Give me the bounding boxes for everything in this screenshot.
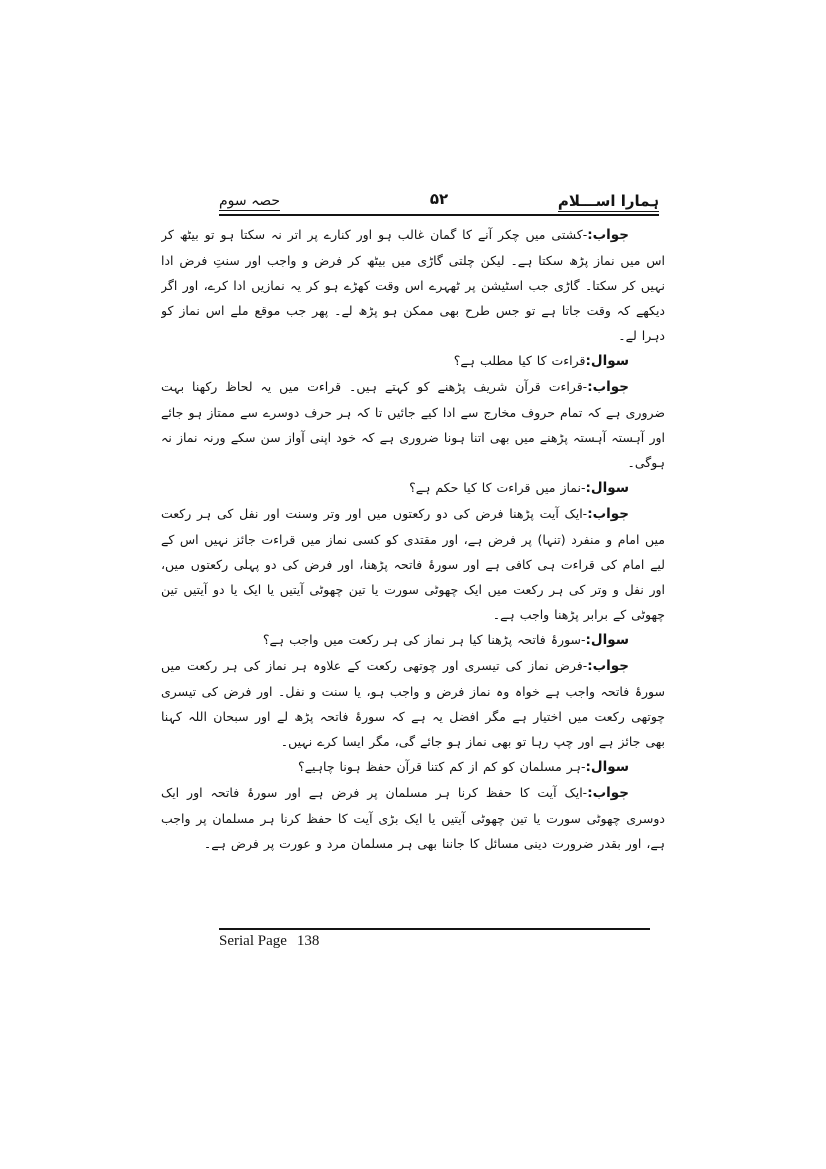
answer-paragraph <box>161 222 665 348</box>
page-footer <box>219 928 650 950</box>
question-paragraph <box>161 754 665 780</box>
question-lead: سوال: <box>585 353 629 369</box>
book-title: ہمارا اســـلام <box>557 192 659 210</box>
question-text: قراءت کا کیا مطلب ہے؟ <box>453 353 586 368</box>
serial-page-number: 138 <box>296 933 320 949</box>
answer-paragraph <box>161 374 665 475</box>
answer-text: -ایک آیت کا حفظ کرنا ہر مسلمان پر فرض ہے اور سورۂ فاتحہ اور ایک دوسری چھوٹی سورت یا تین چھوٹی آیتیں یا ایک بڑی آیت کا حفظ کرنا ہر مسلمان پر واجب ہے، اور بقدر ضرورت دینی مسائل کا جاننا بھی ہر مسلمان مرد و عورت پر فرض ہے۔ <box>161 785 665 851</box>
question-lead: سوال: <box>585 480 629 496</box>
serial-page-label: Serial Page <box>219 933 287 949</box>
answer-lead: جواب: <box>587 785 629 801</box>
answer-text: -قراءت قرآن شریف پڑھنے کو کہتے ہیں۔ قراءت میں یہ لحاظ رکھنا بہت ضروری ہے کہ تمام حروف مخارج سے ادا کیے جائیں تا کہ ہر حرف دوسرے سے ممتاز ہو جائے اور آہستہ آہستہ پڑھنے میں بھی اتنا ہونا ضروری ہے کہ خود اپنی آواز سن سکے ورنہ نماز نہ ہوگی۔ <box>161 379 665 470</box>
question-paragraph <box>161 475 665 501</box>
question-text: -ہر مسلمان کو کم از کم کتنا قرآن حفظ ہونا چاہیے؟ <box>297 759 586 774</box>
answer-paragraph <box>161 653 665 754</box>
answer-text: -ایک آیت پڑھنا فرض کی دو رکعتوں میں اور وتر وسنت اور نفل کی ہر رکعت میں امام و منفرد (تنہا) پر فرض ہے، اور مقتدی کو کسی نماز میں قراءت جائز نہیں اس کے لیے امام کی قراءت ہی کافی ہے اور سورۂ فاتحہ پڑھنا، اور فرض کی دو پہلی رکعتوں میں، اور نفل و وتر کی ہر رکعت میں ایک چھوٹی سورت یا تین چھوٹی آیتیں یا ایک یا دو آیتیں تین چھوٹی کے برابر پڑھنا واجب ہے۔ <box>161 506 665 622</box>
page-number: ۵۲ <box>429 190 449 208</box>
question-text: -سورۂ فاتحہ پڑھنا کیا ہر نماز کی ہر رکعت میں واجب ہے؟ <box>262 632 586 647</box>
question-lead: سوال: <box>585 632 629 648</box>
answer-lead: جواب: <box>587 658 629 674</box>
answer-text: -فرض نماز کی تیسری اور چوتھی رکعت کے علاوہ ہر نماز کی ہر رکعت میں سورۂ فاتحہ واجب ہے خواہ وہ نماز فرض و واجب ہو، یا سنت و نفل۔ اور فرض کی تیسری چوتھی رکعت میں اختیار ہے مگر افضل یہ ہے کہ سورۂ فاتحہ پڑھ لے اور سبحان اللہ کہنا بھی جائز ہے اور چپ رہا تو بھی نماز ہو جائے گی، مگر ایسا کرے نہیں۔ <box>161 658 665 749</box>
answer-lead: جواب: <box>587 506 629 522</box>
answer-text: -کشتی میں چکر آنے کا گمان غالب ہو اور کنارے پر اتر نہ سکتا ہو تو بیٹھ کر اس میں نماز پڑھ سکتا ہے۔ لیکن چلتی گاڑی میں بیٹھ کر فرض و واجب اور سنتِ فرض ادا نہیں کر سکتا۔ گاڑی جب اسٹیشن پر ٹھہرے اس وقت کھڑے ہو کر یہ نمازیں ادا کرے، اور اگر دیکھے کہ وقت جاتا ہے تو جس طرح بھی ممکن ہو پڑھ لے۔ پھر جب موقع ملے اس نماز کو دہرا لے۔ <box>161 227 665 343</box>
volume-title: حصہ سوم <box>219 193 281 209</box>
question-paragraph <box>161 348 665 374</box>
answer-paragraph <box>161 780 665 856</box>
question-text: -نماز میں قراءت کا کیا حکم ہے؟ <box>409 480 586 495</box>
answer-paragraph <box>161 501 665 627</box>
body-text <box>161 222 665 924</box>
page-header <box>219 184 659 216</box>
question-paragraph <box>161 627 665 653</box>
answer-lead: جواب: <box>587 379 629 395</box>
serial-page <box>219 930 319 950</box>
answer-lead: جواب: <box>587 227 629 243</box>
question-lead: سوال: <box>585 759 629 775</box>
